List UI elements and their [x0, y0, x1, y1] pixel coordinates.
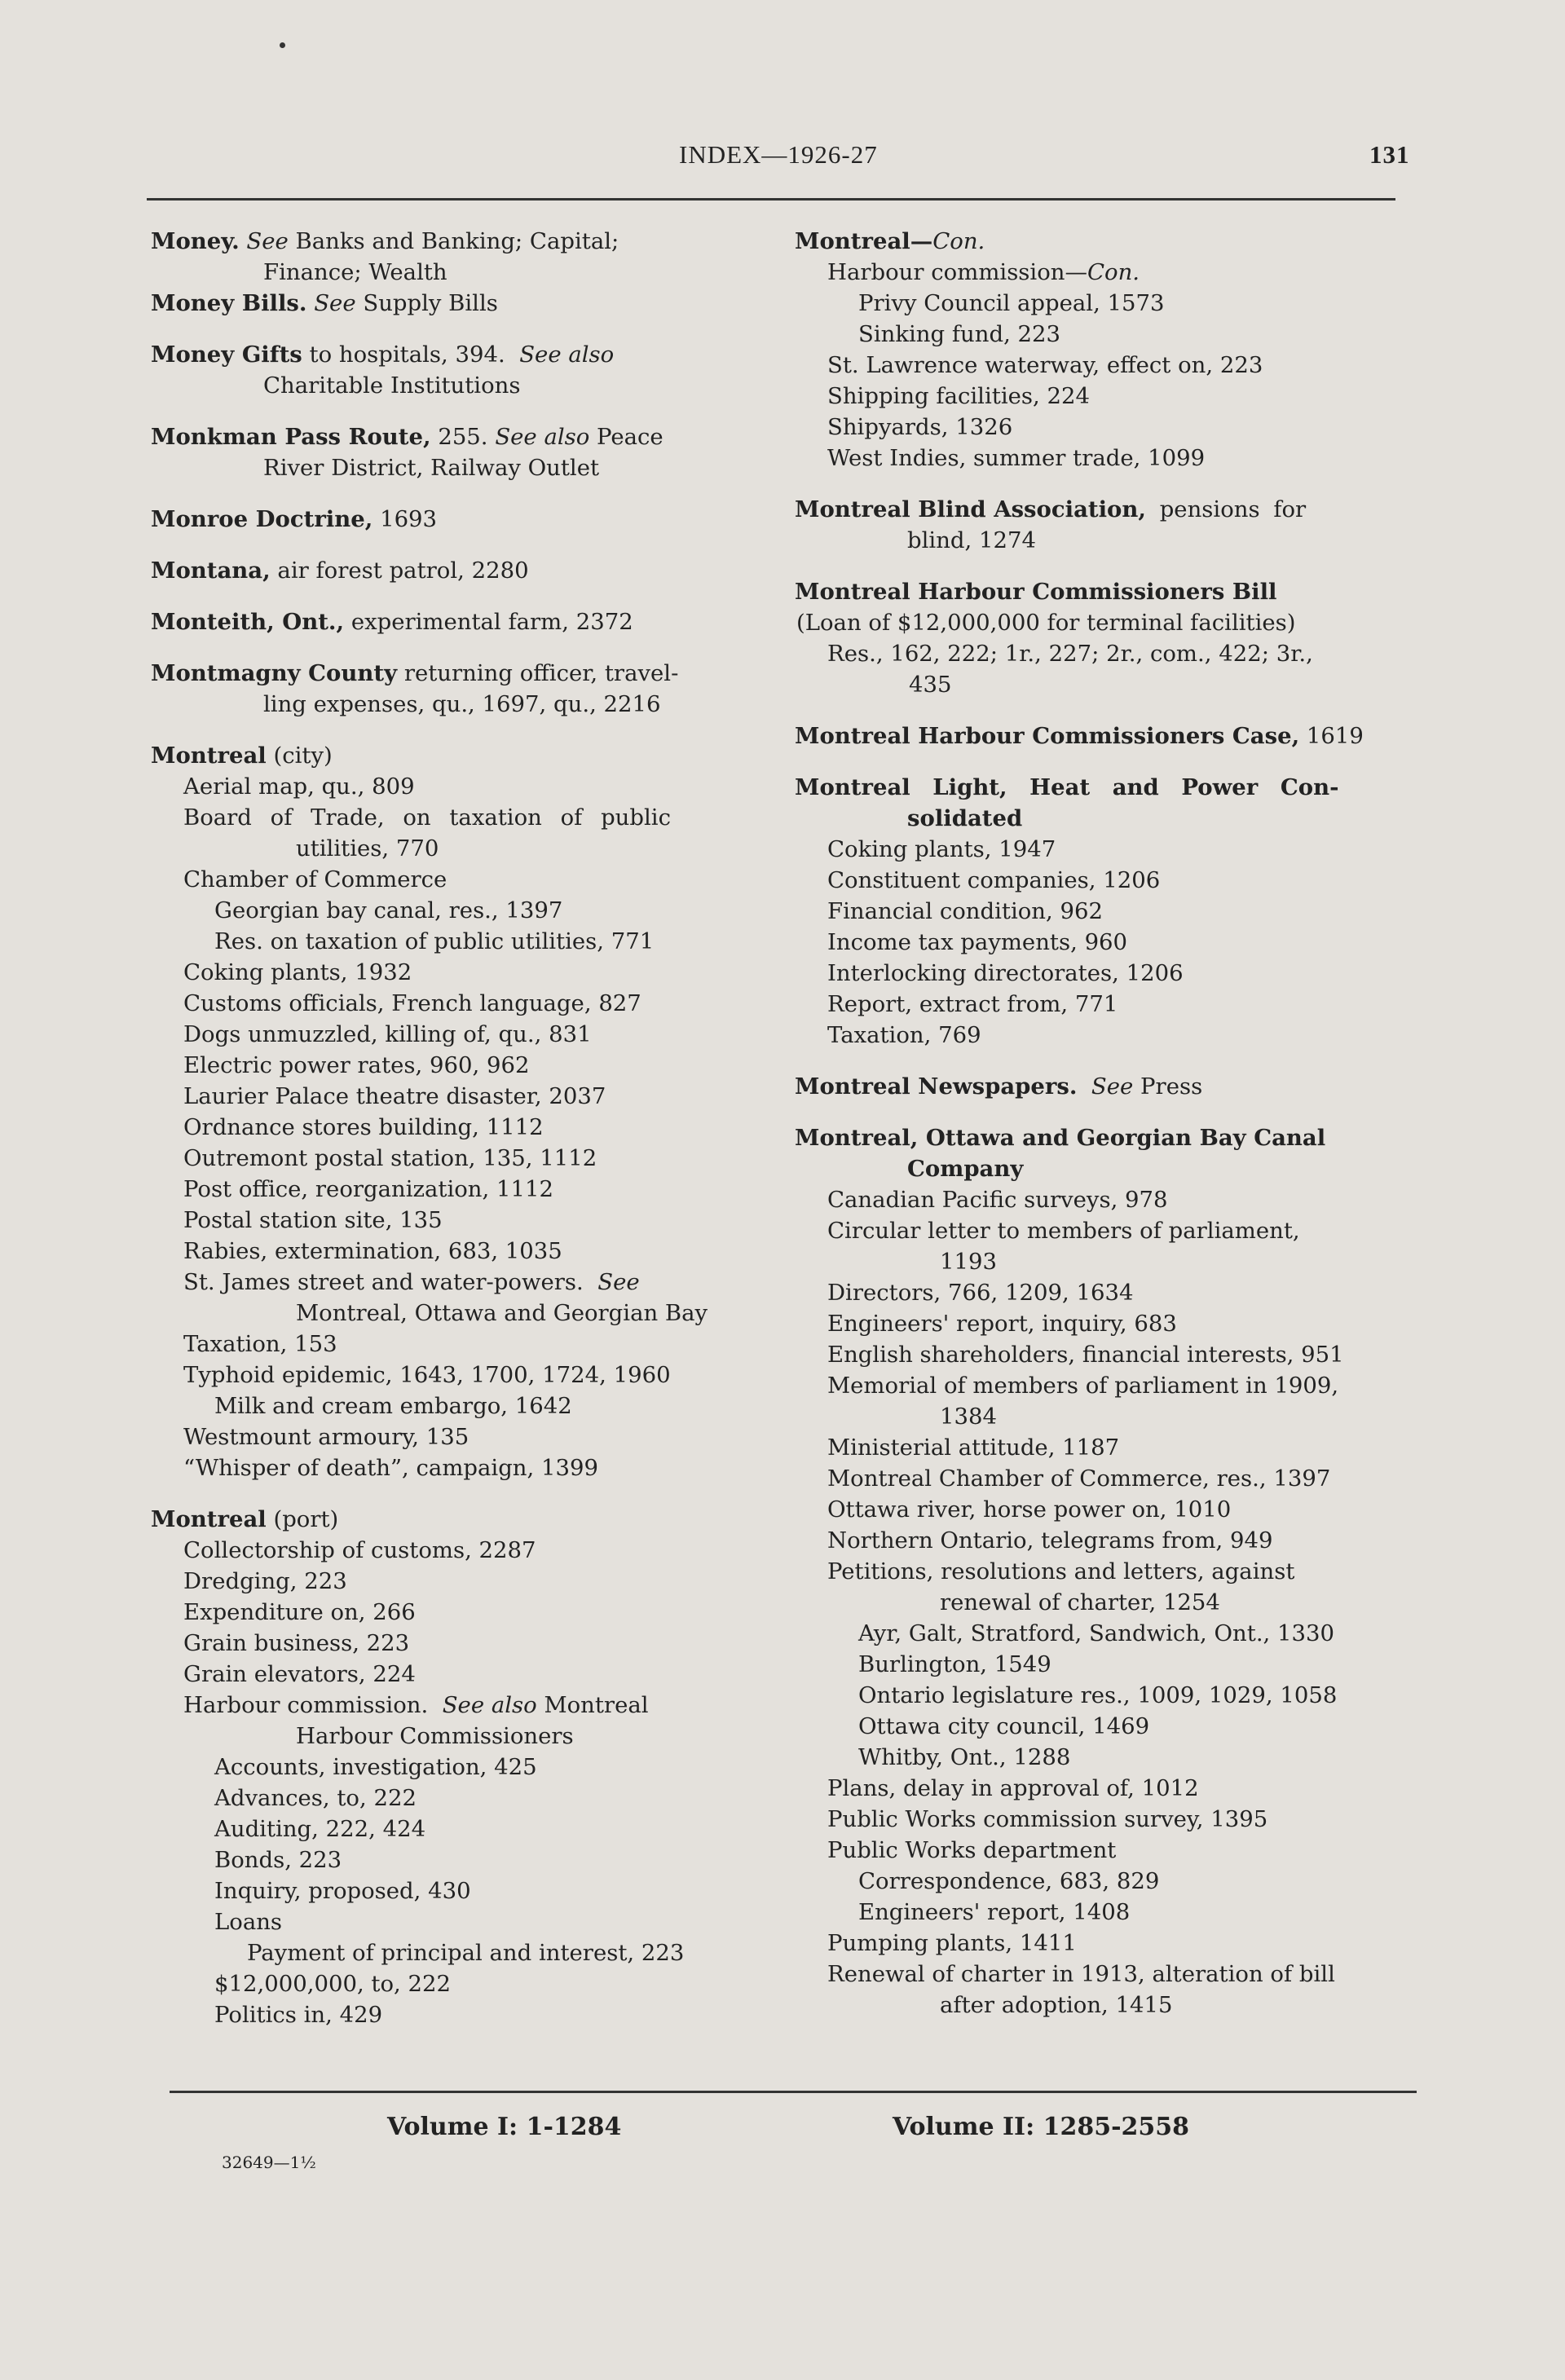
volume-two-range: Volume II: 1285-2558 — [893, 2113, 1190, 2141]
index-entry-montreal-port: Montreal (port) — [151, 1506, 339, 1532]
subentry: Canadian Pacific surveys, 978 — [827, 1187, 1168, 1213]
subsubentry: Sinking fund, 223 — [858, 321, 1061, 347]
subsubentry: Engineers' report, 1408 — [858, 1899, 1131, 1925]
index-column-left — [151, 226, 787, 2030]
subentry: Dredging, 223 — [183, 1568, 347, 1594]
subsubentry: Georgian bay canal, res., 1397 — [214, 897, 563, 923]
subsubentry: Loans — [214, 1909, 283, 1935]
subsubentry: Whitby, Ont., 1288 — [858, 1744, 1071, 1770]
entry-continuation: Charitable Institutions — [263, 372, 521, 399]
subentry: Aerial map, qu., 809 — [183, 774, 415, 800]
subentry: Expenditure on, 266 — [183, 1599, 416, 1625]
subentry: Shipyards, 1326 — [827, 414, 1013, 440]
subentry: Electric power rates, 960, 962 — [183, 1052, 530, 1078]
subentry-continuation: renewal of charter, 1254 — [940, 1589, 1220, 1615]
subentry: Renewal of charter in 1913, alteration of bill — [827, 1961, 1335, 1987]
subentry-continuation: utilities, 770 — [296, 835, 439, 862]
subsubentry: Ayr, Galt, Stratford, Sandwich, Ont., 1330 — [858, 1620, 1335, 1646]
subentry: Customs officials, French language, 827 — [183, 990, 641, 1016]
subentry: Circular letter to members of parliament, — [827, 1218, 1300, 1244]
page-title: INDEX—1926-27 — [679, 140, 878, 169]
entry-continuation: Finance; Wealth — [263, 259, 447, 285]
subentry: Pumping plants, 1411 — [827, 1930, 1077, 1956]
index-entry-montreal-city: Montreal (city) — [151, 743, 333, 769]
subentry: Petitions, resolutions and letters, against — [827, 1558, 1295, 1584]
index-entry-light-heat-power: Montreal Light, Heat and Power Con- — [795, 774, 1339, 800]
entry-continuation: solidated — [907, 805, 1023, 831]
index-entry-monteith: Monteith, Ont., experimental farm, 2372 — [151, 609, 633, 635]
subentry: St. James street and water-powers. See — [183, 1269, 640, 1295]
subsubentry: Bonds, 223 — [214, 1847, 342, 1873]
subentry: Ordnance stores building, 1112 — [183, 1114, 544, 1140]
subsubentry: Privy Council appeal, 1573 — [858, 290, 1165, 316]
subentry: Grain business, 223 — [183, 1630, 410, 1656]
subentry: Ottawa river, horse power on, 1010 — [827, 1496, 1232, 1523]
subentry: Directors, 766, 1209, 1634 — [827, 1280, 1134, 1306]
subentry-continuation: Harbour Commissioners — [296, 1723, 574, 1749]
subsubsubentry: Payment of principal and interest, 223 — [247, 1940, 685, 1966]
subentry-continuation: 1384 — [940, 1404, 997, 1430]
subentry: Taxation, 769 — [827, 1022, 981, 1048]
subentry: Dogs unmuzzled, killing of, qu., 831 — [183, 1021, 592, 1047]
subentry: Income tax payments, 960 — [827, 929, 1128, 955]
subentry: Chamber of Commerce — [183, 866, 447, 892]
subentry: West Indies, summer trade, 1099 — [827, 445, 1206, 471]
subentry: Taxation, 153 — [183, 1331, 337, 1357]
subentry: Engineers' report, inquiry, 683 — [827, 1311, 1177, 1337]
subsubentry: Auditing, 222, 424 — [214, 1816, 426, 1842]
entry-continuation: ling expenses, qu., 1697, qu., 2216 — [263, 691, 661, 717]
subentry: Financial condition, 962 — [827, 898, 1103, 924]
subsubentry: Advances, to, 222 — [214, 1785, 417, 1811]
subentry: Constituent companies, 1206 — [827, 867, 1161, 893]
subentry: Plans, delay in approval of, 1012 — [827, 1775, 1199, 1801]
index-entry-money-gifts: Money Gifts to hospitals, 394. See also — [151, 342, 615, 368]
subentry: Memorial of members of parliament in 1909, — [827, 1373, 1339, 1399]
subentry-continuation: after adoption, 1415 — [940, 1992, 1173, 2018]
entry-continuation: River District, Railway Outlet — [263, 455, 600, 481]
subentry: Report, extract from, 771 — [827, 991, 1118, 1017]
index-entry-montana: Montana, air forest patrol, 2280 — [151, 558, 529, 584]
subentry: Harbour commission—Con. — [827, 259, 1140, 285]
subentry: Laurier Palace theatre disaster, 2037 — [183, 1083, 606, 1109]
subentry-continuation: 435 — [909, 672, 952, 698]
subentry: Postal station site, 135 — [183, 1207, 443, 1233]
subentry: “Whisper of death”, campaign, 1399 — [183, 1455, 598, 1481]
subsubentry: $12,000,000, to, 222 — [214, 1971, 452, 1997]
index-entry-monkman: Monkman Pass Route, 255. See also Peace — [151, 424, 663, 450]
index-entry-money: Money. See Banks and Banking; Capital; — [151, 228, 619, 254]
subentry: (Loan of $12,000,000 for terminal facilities) — [796, 610, 1296, 636]
index-entry-monroe: Monroe Doctrine, 1693 — [151, 506, 438, 532]
subsubentry: Res. on taxation of public utilities, 771 — [214, 928, 655, 954]
subsubentry: Politics in, 429 — [214, 2002, 383, 2028]
printer-code: 32649—1½ — [222, 2153, 316, 2172]
subentry: Outremont postal station, 135, 1112 — [183, 1145, 597, 1171]
subentry: English shareholders, financial interests, 951 — [827, 1342, 1344, 1368]
subentry: Northern Ontario, telegrams from, 949 — [827, 1527, 1273, 1554]
subsubentry: Ottawa city council, 1469 — [858, 1713, 1150, 1739]
subentry: Ministerial attitude, 1187 — [827, 1435, 1120, 1461]
index-entry-montmagny: Montmagny County returning officer, travel- — [151, 660, 679, 686]
index-entry-canal-company: Montreal, Ottawa and Georgian Bay Canal — [795, 1125, 1326, 1151]
subentry: Rabies, extermination, 683, 1035 — [183, 1238, 562, 1264]
running-head — [0, 140, 1565, 173]
header-rule — [147, 198, 1395, 201]
subsubentry: Ontario legislature res., 1009, 1029, 1058 — [858, 1682, 1338, 1708]
index-entry-money-bills: Money Bills. See Supply Bills — [151, 290, 498, 316]
volume-one-range: Volume I: 1-1284 — [387, 2113, 622, 2141]
subentry: Res., 162, 222; 1r., 227; 2r., com., 422; 3r., — [827, 641, 1313, 667]
subentry: Westmount armoury, 135 — [183, 1424, 470, 1450]
index-entry-harbour-case: Montreal Harbour Commissioners Case, 1619 — [795, 723, 1364, 749]
subentry: Post office, reorganization, 1112 — [183, 1176, 553, 1202]
subentry: Board of Trade, on taxation of public — [183, 804, 671, 831]
index-entry-harbour-bill: Montreal Harbour Commissioners Bill — [795, 579, 1277, 605]
subentry: Coking plants, 1947 — [827, 836, 1056, 862]
subentry: Coking plants, 1932 — [183, 959, 412, 985]
subsubentry: Accounts, investigation, 425 — [214, 1754, 537, 1780]
subentry: Grain elevators, 224 — [183, 1661, 416, 1687]
index-column-right — [795, 226, 1422, 2021]
subentry-continuation: 1193 — [940, 1249, 997, 1275]
subentry: Collectorship of customs, 2287 — [183, 1537, 536, 1563]
index-entry-montreal-con: Montreal—Con. — [795, 228, 985, 254]
ink-dot — [280, 42, 285, 48]
subentry: Typhoid epidemic, 1643, 1700, 1724, 1960 — [183, 1362, 671, 1388]
subentry: Shipping facilities, 224 — [827, 383, 1090, 409]
subentry: Montreal Chamber of Commerce, res., 1397 — [827, 1465, 1331, 1492]
index-entry-newspapers: Montreal Newspapers. See Press — [795, 1073, 1203, 1100]
page-number: 131 — [1369, 140, 1410, 169]
subsubentry: Burlington, 1549 — [858, 1651, 1051, 1677]
subentry: Interlocking directorates, 1206 — [827, 960, 1184, 986]
subentry: Harbour commission. See also Montreal — [183, 1692, 649, 1718]
entry-continuation: Company — [907, 1156, 1024, 1182]
subsubentry: Milk and cream embargo, 1642 — [214, 1393, 572, 1419]
entry-continuation: blind, 1274 — [907, 527, 1036, 553]
subentry-continuation: Montreal, Ottawa and Georgian Bay — [296, 1300, 708, 1326]
subentry: Public Works commission survey, 1395 — [827, 1806, 1268, 1832]
index-entry-montreal-blind: Montreal Blind Association, pensions for — [795, 496, 1307, 522]
footer-rule — [170, 2091, 1417, 2093]
subentry: Public Works department — [827, 1837, 1117, 1863]
subentry: St. Lawrence waterway, effect on, 223 — [827, 352, 1263, 378]
subsubentry: Correspondence, 683, 829 — [858, 1868, 1160, 1894]
subsubentry: Inquiry, proposed, 430 — [214, 1878, 471, 1904]
